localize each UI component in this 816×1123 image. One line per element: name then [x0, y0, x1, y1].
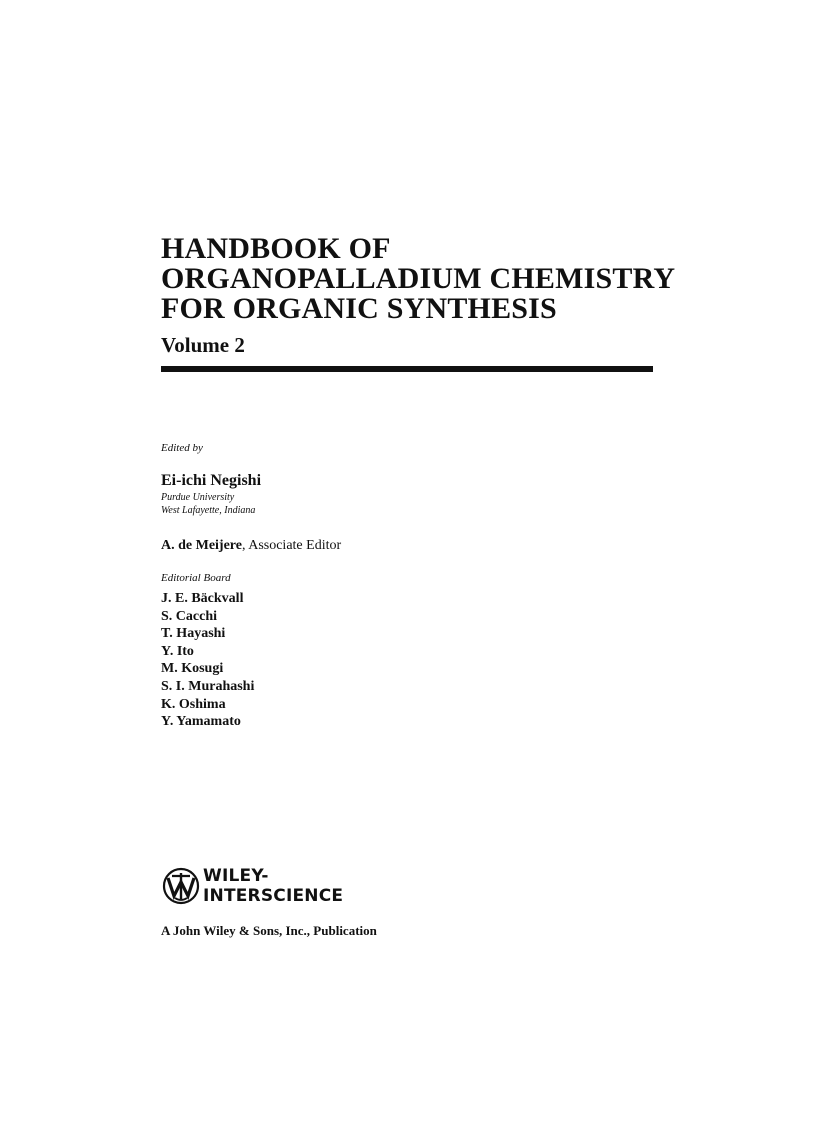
editor-affiliation-location: West Lafayette, Indiana	[161, 505, 256, 516]
edited-by-label: Edited by	[161, 442, 203, 454]
book-title	[161, 232, 676, 325]
title-divider	[161, 366, 653, 372]
editorial-board-label: Editorial Board	[161, 572, 231, 584]
logo-text-line-2: INTERSCIENCE	[203, 886, 344, 906]
board-member: J. E. Bäckvall	[161, 591, 244, 606]
publisher-logo-text	[203, 866, 343, 906]
board-member: Y. Yamamato	[161, 714, 241, 730]
editor-affiliation-university: Purdue University	[161, 492, 235, 503]
board-member: M. Kosugi	[161, 661, 224, 677]
editorial-board-list	[161, 590, 254, 731]
volume-label: Volume 2	[161, 333, 245, 357]
board-member: S. Cacchi	[161, 608, 217, 624]
title-line-3: FOR ORGANIC SYNTHESIS	[161, 292, 557, 325]
title-line-1: HANDBOOK OF	[161, 232, 391, 265]
publisher-logo	[161, 865, 361, 915]
associate-editor	[161, 537, 341, 555]
editor-name: Ei-ichi Negishi	[161, 472, 262, 489]
publisher-imprint: A John Wiley & Sons, Inc., Publication	[161, 923, 377, 938]
associate-editor-role: , Associate Editor	[241, 538, 342, 553]
associate-editor-name: A. de Meijere	[161, 538, 242, 553]
board-member: K. Oshima	[161, 696, 226, 712]
wiley-w-seal-icon	[161, 865, 203, 907]
board-member: T. Hayashi	[161, 626, 226, 642]
board-member: Y. Ito	[161, 643, 194, 659]
board-member: S. I. Murahashi	[161, 678, 255, 694]
logo-text-line-1: WILEY-	[203, 866, 269, 886]
title-line-2: ORGANOPALLADIUM CHEMISTRY	[161, 262, 676, 295]
